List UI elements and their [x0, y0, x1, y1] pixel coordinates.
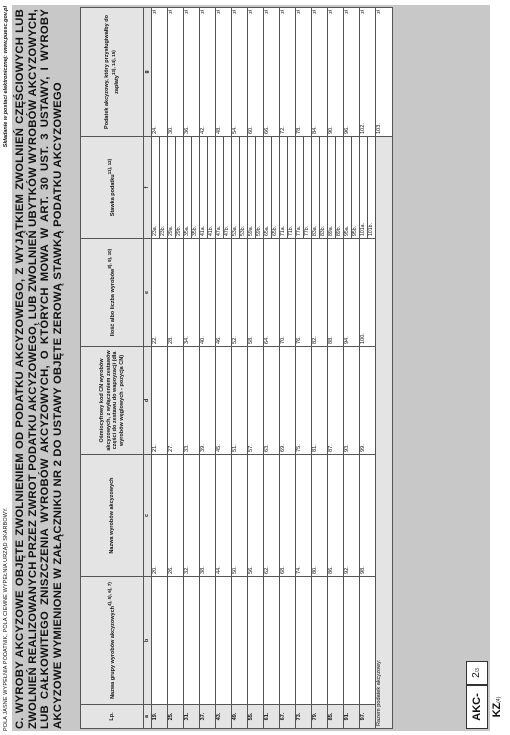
currency-label: zł — [360, 10, 366, 14]
cn-field[interactable]: 99. — [360, 347, 376, 455]
header-name: Nazwa wyrobów akcyzowych — [81, 455, 144, 577]
table-row — [168, 8, 184, 729]
rate-sub-a[interactable]: 101a. — [360, 137, 368, 238]
row-lp: 73. — [296, 705, 312, 729]
tax-field[interactable]: 96. zł — [344, 8, 360, 137]
letter-f: f — [144, 137, 152, 239]
cn-field[interactable]: 57. — [248, 347, 264, 455]
qty-field[interactable]: 46. — [216, 239, 232, 347]
rate-sub-b[interactable]: 71b. — [288, 225, 294, 236]
rate-sub-b[interactable]: 59b. — [256, 225, 262, 236]
group-field[interactable] — [344, 577, 360, 705]
row-lp: 79. — [312, 705, 328, 729]
rate-sub-b[interactable]: 95b. — [352, 225, 358, 236]
group-field[interactable] — [200, 577, 216, 705]
cn-field[interactable]: 39. — [200, 347, 216, 455]
footer-fill — [466, 8, 486, 661]
group-field[interactable] — [328, 577, 344, 705]
tax-field[interactable]: 54. zł — [232, 8, 248, 137]
tax-field[interactable]: 72. zł — [280, 8, 296, 137]
row-lp: 49. — [232, 705, 248, 729]
qty-field[interactable]: 52. — [232, 239, 248, 347]
rate-sub-b[interactable]: 35b. — [192, 225, 198, 236]
qty-field[interactable]: 70. — [280, 239, 296, 347]
name-field[interactable]: 86. — [328, 455, 344, 577]
section-title: C. WYROBY AKCYZOWE OBJĘTE ZWOLNIENIEM OD PODATKU AKCYZOWEGO, Z WYJĄTKIEM ZWOLNIEŃ CZĘŚCIOWYCH LUB ZWOLNIEŃ REALIZOWANYCH PRZEZ ZWROT PODATKU AKCYZOWEGO, LUB ZWOLNIEŃ UBYTKÓW WYROBÓW AKCYZOWYCH, LUB CAŁKOWITEGO ZNISZCZENIA WYROBÓW AKCYZOWYCH, O KTÓRYCH MOWA W ART. 30 UST. 3 USTAWY, I WYROBY AKCYZOWE WYMIENIONE W ZAŁĄCZNIKU NR 2 DO USTAWY OBJĘTE ZEROWĄ STAWKĄ PODATKU AKCYZOWEGO — [14, 9, 64, 729]
currency-label: zł — [280, 10, 286, 14]
rate-sub-a[interactable]: 77a. — [296, 137, 304, 238]
total-row — [376, 8, 393, 729]
rate-sub-a[interactable]: 65a. — [264, 137, 272, 238]
currency-label: zł — [328, 10, 334, 14]
rate-sub-b[interactable]: 41b. — [208, 225, 214, 236]
tax-field[interactable]: 84. zł — [312, 8, 328, 137]
group-field[interactable] — [264, 577, 280, 705]
row-lp: 67. — [280, 705, 296, 729]
cn-field[interactable]: 63. — [264, 347, 280, 455]
currency-label: zł — [248, 10, 254, 14]
rate-field[interactable] — [216, 137, 232, 239]
tax-field[interactable]: 78. zł — [296, 8, 312, 137]
rate-sub-a[interactable]: 47a. — [216, 137, 224, 238]
letter-a: a — [144, 705, 152, 729]
cn-field[interactable]: 27. — [168, 347, 184, 455]
table-row — [312, 8, 328, 729]
row-lp: 91. — [344, 705, 360, 729]
rate-sub-a[interactable]: 83a. — [312, 137, 320, 238]
qty-field[interactable]: 94. — [344, 239, 360, 347]
currency-label: zł — [152, 10, 158, 14]
name-field[interactable]: 68. — [280, 455, 296, 577]
rate-sub-a[interactable]: 35a. — [184, 137, 192, 238]
currency-label: zł — [216, 10, 222, 14]
name-field[interactable]: 80. — [312, 455, 328, 577]
table-row — [360, 8, 376, 729]
table-row — [344, 8, 360, 729]
rate-sub-a[interactable]: 41a. — [200, 137, 208, 238]
currency-label: zł — [264, 10, 270, 14]
rate-sub-b[interactable]: 89b. — [336, 225, 342, 236]
rate-field[interactable] — [184, 137, 200, 239]
rate-field[interactable] — [280, 137, 296, 239]
rate-field[interactable] — [360, 137, 376, 239]
qty-field[interactable]: 88. — [328, 239, 344, 347]
tax-field[interactable]: 102. zł — [360, 8, 376, 137]
cn-field[interactable]: 75. — [296, 347, 312, 455]
header-row — [81, 8, 144, 729]
rate-sub-b[interactable]: 29b. — [176, 225, 182, 236]
table-row — [232, 8, 248, 729]
total-label: Razem podatek akcyzowy: — [376, 137, 393, 729]
table-row — [328, 8, 344, 729]
cn-field[interactable]: 69. — [280, 347, 296, 455]
row-lp: 25. — [168, 705, 184, 729]
group-field[interactable] — [280, 577, 296, 705]
cn-field[interactable]: 21. — [152, 347, 168, 455]
table-row — [152, 8, 168, 729]
qty-field[interactable]: 40. — [200, 239, 216, 347]
rate-field[interactable] — [344, 137, 360, 239]
name-field[interactable]: 50. — [232, 455, 248, 577]
group-field[interactable] — [152, 577, 168, 705]
rate-field[interactable] — [152, 137, 168, 239]
total-tax-field[interactable]: 103. zł — [376, 8, 393, 137]
cn-field[interactable]: 87. — [328, 347, 344, 455]
header-qty: Ilość albo liczba wyrobów$^{8), 9), 10)}$ — [81, 239, 144, 347]
qty-field[interactable]: 28. — [168, 239, 184, 347]
row-lp: 85. — [328, 705, 344, 729]
tax-field[interactable]: 42. zł — [200, 8, 216, 137]
name-field[interactable]: 44. — [216, 455, 232, 577]
header-rate: Stawka podatku$^{11), 12)}$ — [81, 137, 144, 239]
currency-label: zł — [344, 10, 350, 14]
qty-field[interactable]: 58. — [248, 239, 264, 347]
rate-sub-b[interactable]: 83b. — [320, 225, 326, 236]
currency-label: zł — [312, 10, 318, 14]
group-field[interactable] — [296, 577, 312, 705]
name-field[interactable]: 62. — [264, 455, 280, 577]
tax-field[interactable]: 30. zł — [168, 8, 184, 137]
letter-b: b — [144, 577, 152, 705]
row-lp: 19. — [152, 705, 168, 729]
currency-label: zł — [296, 10, 302, 14]
table-row — [264, 8, 280, 729]
cn-field[interactable]: 33. — [184, 347, 200, 455]
rate-sub-a[interactable]: 71a. — [280, 137, 288, 238]
header-group: Nazwa grupy wyrobów akcyzowych$^{4), 5), 6), 7)}$ — [81, 577, 144, 705]
qty-field[interactable]: 76. — [296, 239, 312, 347]
row-lp: 31. — [184, 705, 200, 729]
header-tax: Podatek akcyzowy, który przysługiwałby do zapłaty$^{13), 14), 15)}$ — [81, 8, 144, 137]
qty-field[interactable]: 22. — [152, 239, 168, 347]
rate-field[interactable] — [248, 137, 264, 239]
currency-label: zł — [200, 10, 206, 14]
group-field[interactable] — [248, 577, 264, 705]
rate-sub-a[interactable]: 89a. — [328, 137, 336, 238]
name-field[interactable]: 32. — [184, 455, 200, 577]
group-field[interactable] — [184, 577, 200, 705]
tax-field[interactable]: 36. zł — [184, 8, 200, 137]
table-row — [280, 8, 296, 729]
name-field[interactable]: 38. — [200, 455, 216, 577]
name-field[interactable]: 98. — [360, 455, 376, 577]
table-row — [296, 8, 312, 729]
cn-field[interactable]: 45. — [216, 347, 232, 455]
tax-field[interactable]: 90. zł — [328, 8, 344, 137]
rate-field[interactable] — [200, 137, 216, 239]
qty-field[interactable]: 100. — [360, 239, 376, 347]
column-letters-row — [144, 8, 152, 729]
rate-sub-b[interactable]: 53b. — [240, 225, 246, 236]
qty-field[interactable]: 64. — [264, 239, 280, 347]
letter-c: c — [144, 455, 152, 577]
name-field[interactable]: 92. — [344, 455, 360, 577]
name-field[interactable]: 20. — [152, 455, 168, 577]
electronic-submission-note: Składanie w postaci elektronicznej: www.puesc.gov.pl — [3, 6, 9, 148]
currency-label: zł — [184, 10, 190, 14]
letter-g: g — [144, 8, 152, 137]
rate-sub-a[interactable]: 95a. — [344, 137, 352, 238]
rate-sub-a[interactable]: 53a. — [232, 137, 240, 238]
group-field[interactable] — [232, 577, 248, 705]
top-note: POLA JASNE WYPEŁNIA PODATNIK, POLA CIEMNE WYPEŁNIA URZĄD SKARBOWY. — [3, 507, 9, 731]
table-row — [248, 8, 264, 729]
letter-e: e — [144, 239, 152, 347]
group-field[interactable] — [360, 577, 376, 705]
letter-d: d — [144, 347, 152, 455]
header-lp: Lp. — [81, 705, 144, 729]
footer — [466, 8, 503, 729]
cn-field[interactable]: 51. — [232, 347, 248, 455]
rate-sub-a[interactable]: 29a. — [168, 137, 176, 238]
cn-field[interactable]: 81. — [312, 347, 328, 455]
row-lp: 43. — [216, 705, 232, 729]
table-row — [216, 8, 232, 729]
name-field[interactable]: 26. — [168, 455, 184, 577]
row-lp: 55. — [248, 705, 264, 729]
rate-sub-a[interactable]: 59a. — [248, 137, 256, 238]
group-field[interactable] — [168, 577, 184, 705]
rate-sub-b[interactable]: 47b. — [224, 225, 230, 236]
tax-field[interactable]: 48. zł — [216, 8, 232, 137]
rate-field[interactable] — [312, 137, 328, 239]
table-row — [200, 8, 216, 729]
rate-field[interactable] — [232, 137, 248, 239]
rate-field[interactable] — [328, 137, 344, 239]
rate-field[interactable] — [168, 137, 184, 239]
qty-field[interactable]: 82. — [312, 239, 328, 347]
name-field[interactable]: 74. — [296, 455, 312, 577]
table-row — [184, 8, 200, 729]
rate-sub-b[interactable]: 77b. — [304, 225, 310, 236]
row-lp: 61. — [264, 705, 280, 729]
name-field[interactable]: 56. — [248, 455, 264, 577]
header-cn: Ośmiocyfrowy kod CN wyrobów akcyzowych, z wyłączeniem zestawów części do zestawu do wapoyzacji (dla wyrobów węglowych - pozycja CN) — [81, 347, 144, 455]
cn-field[interactable]: 93. — [344, 347, 360, 455]
excise-table — [80, 7, 393, 729]
currency-label: zł — [168, 10, 174, 14]
tax-field[interactable]: 60. zł — [248, 8, 264, 137]
rate-sub-a[interactable]: 23a. — [152, 137, 160, 238]
group-field[interactable] — [216, 577, 232, 705]
row-lp: 97. — [360, 705, 376, 729]
rate-field[interactable] — [296, 137, 312, 239]
currency-label: zł — [232, 10, 238, 14]
qty-field[interactable]: 34. — [184, 239, 200, 347]
tax-field[interactable]: 24. zł — [152, 8, 168, 137]
row-lp: 37. — [200, 705, 216, 729]
page-number: 2/3 — [466, 661, 488, 685]
rate-sub-b[interactable]: 65b. — [272, 225, 278, 236]
rate-field[interactable] — [264, 137, 280, 239]
form-code: AKC-KZ(4) — [466, 685, 488, 729]
rate-sub-b[interactable]: 101b. — [368, 223, 374, 236]
group-field[interactable] — [312, 577, 328, 705]
rate-sub-b[interactable]: 23b. — [160, 225, 166, 236]
tax-field[interactable]: 66. zł — [264, 8, 280, 137]
